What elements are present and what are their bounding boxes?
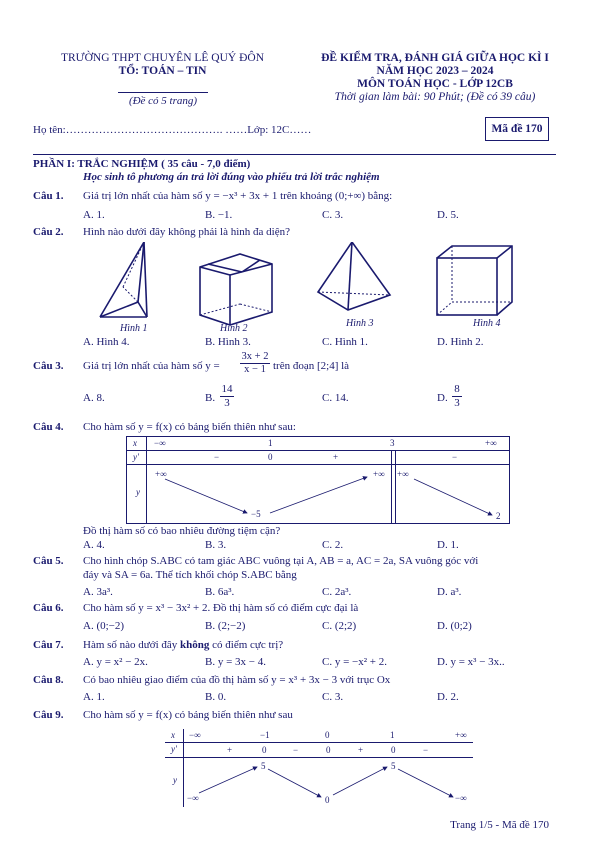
school-name: TRƯỜNG THPT CHUYÊN LÊ QUÝ ĐÔN	[60, 52, 265, 64]
student-info-line: Họ tên:……………………………………. ……Lớp: 12C……	[33, 124, 312, 136]
q4-y-v5: 2	[496, 511, 501, 521]
subject-line: MÔN TOÁN HỌC - LỚP 12CB	[357, 78, 513, 90]
q5-line2: đáy và SA = 6a. Thể tích khối chóp S.ABC bằng	[83, 569, 297, 581]
q1-text: Giá trị lớn nhất của hàm số y = −x³ + 3x + 1 trên khoảng (0;+∞) bằng:	[83, 190, 393, 202]
page-footer: Trang 1/5 - Mã đề 170	[450, 819, 549, 831]
q9-x-m1: −1	[260, 730, 270, 740]
q2-figure-4-label: Hình 4	[473, 318, 501, 329]
part1-instruction: Học sinh tô phương án trả lời đúng vào phiếu trả lời trắc nghiệm	[83, 171, 380, 183]
q3-text-post: trên đoạn [2;4] là	[273, 360, 350, 372]
department-name: TỔ: TOÁN – TIN	[118, 65, 207, 77]
q9-y-minf: −∞	[187, 793, 199, 803]
q3-d-num: 8	[452, 383, 462, 397]
part1-title: PHẦN I: TRẮC NGHIỆM ( 35 câu - 7,0 điểm)	[33, 158, 251, 170]
q3-option-b-label: B.	[205, 392, 216, 404]
q4-y-v1: +∞	[155, 469, 167, 479]
q4-y-v4: +∞	[397, 469, 409, 479]
q4-yp-label: y'	[133, 452, 139, 462]
q9-y-5a: 5	[261, 761, 266, 771]
q3-option-d-frac	[452, 383, 462, 410]
q7-text-post: có điểm cực trị?	[212, 639, 284, 651]
exam-header	[300, 52, 570, 104]
q9-x-1: 1	[390, 730, 395, 740]
q2-label: Câu 2.	[33, 226, 64, 238]
q9-y-minf2: −∞	[455, 793, 467, 803]
q4-x-pinf: +∞	[485, 438, 497, 448]
q8-option-c: C. 3.	[322, 691, 344, 703]
q4-text: Cho hàm số y = f(x) có bảng biến thiên như sau:	[83, 421, 296, 433]
q5-option-c: C. 2a³.	[322, 586, 352, 598]
q8-text: Có bao nhiêu giao điểm của đồ thị hàm số y = x³ + 3x − 3 với trục Ox	[83, 674, 391, 686]
q2-option-b: B. Hình 3.	[205, 336, 251, 348]
figure-1-pyramid	[100, 242, 147, 317]
q4-x-label: x	[133, 438, 137, 448]
q3-option-a: A. 8.	[83, 392, 105, 404]
q7-option-a: A. y = x² − 2x.	[83, 656, 148, 668]
q8-option-b: B. 0.	[205, 691, 227, 703]
q9-label: Câu 9.	[33, 709, 64, 721]
q4-question: Đồ thị hàm số có bao nhiêu đường tiệm cận?	[83, 525, 281, 537]
q7-option-b: B. y = 3x − 4.	[205, 656, 266, 668]
q3-d-den: 3	[454, 397, 460, 409]
q6-option-a: A. (0;−2)	[83, 620, 125, 632]
q4-yp-sign2: +	[333, 452, 339, 462]
q7-text-bold: không	[180, 639, 210, 651]
q4-option-b: B. 3.	[205, 539, 227, 551]
q9-yp-p1: +	[227, 745, 233, 755]
q2-figure-1-label: Hình 1	[120, 323, 148, 334]
section-divider	[33, 154, 556, 155]
q6-label: Câu 6.	[33, 602, 64, 614]
q7-label: Câu 7.	[33, 639, 64, 651]
q3-label: Câu 3.	[33, 360, 64, 372]
q5-option-d: D. a³.	[437, 586, 462, 598]
q7-option-d: D. y = x³ − 3x..	[437, 656, 505, 668]
q9-yp-z2: 0	[326, 745, 331, 755]
q2-option-a: A. Hình 4.	[83, 336, 130, 348]
figure-4-cube	[437, 246, 512, 315]
q4-yp-sign1: −	[214, 452, 220, 462]
q4-option-a: A. 4.	[83, 539, 105, 551]
exam-title: ĐỀ KIỂM TRA, ĐÁNH GIÁ GIỮA HỌC KÌ I	[321, 52, 549, 64]
exam-code-box: Mã đề 170	[485, 117, 549, 141]
q5-option-b: B. 6a³.	[205, 586, 235, 598]
q4-arrows	[127, 437, 509, 523]
q9-yp-m1: −	[293, 745, 299, 755]
q1-option-d: D. 5.	[437, 209, 459, 221]
q1-label: Câu 1.	[33, 190, 64, 202]
q7-text-pre: Hàm số nào dưới đây	[83, 639, 178, 651]
q8-label: Câu 8.	[33, 674, 64, 686]
q4-option-c: C. 2.	[322, 539, 344, 551]
q4-x-minf: −∞	[154, 438, 166, 448]
q9-text: Cho hàm số y = f(x) có bảng biến thiên như sau	[83, 709, 293, 721]
q9-yp-m2: −	[423, 745, 429, 755]
school-year: NĂM HỌC 2023 – 2024	[376, 65, 494, 77]
q6-option-d: D. (0;2)	[437, 620, 472, 632]
q4-y-v3: +∞	[373, 469, 385, 479]
q9-yp-z3: 0	[391, 745, 396, 755]
q3-b-num: 14	[221, 383, 233, 395]
q4-option-d: D. 1.	[437, 539, 459, 551]
figure-3-tetra	[318, 242, 390, 310]
q9-x-label: x	[171, 730, 175, 740]
figure-2-prism	[200, 254, 272, 325]
q4-y-label: y	[136, 487, 140, 497]
q4-y-v2: −5	[251, 509, 261, 519]
q5-label: Câu 5.	[33, 555, 64, 567]
school-header	[50, 52, 275, 78]
q9-x-pinf: +∞	[455, 730, 467, 740]
q3-option-d-label: D.	[437, 392, 448, 404]
q3-text-pre: Giá trị lớn nhất của hàm số y =	[83, 360, 220, 372]
q1-option-a: A. 1.	[83, 209, 105, 221]
q9-yp-p2: +	[358, 745, 364, 755]
q4-variation-table	[126, 436, 510, 524]
q2-figure-3-label: Hình 3	[346, 318, 374, 329]
q3-b-den: 3	[224, 397, 230, 409]
q4-yp-sign3: −	[452, 452, 458, 462]
q2-figure-2-label: Hình 2	[220, 323, 248, 334]
q7-option-c: C. y = −x² + 2.	[322, 656, 387, 668]
q9-yp-z1: 0	[262, 745, 267, 755]
q6-text: Cho hàm số y = x³ − 3x² + 2. Đồ thị hàm số có điểm cực đại là	[83, 602, 359, 614]
q6-option-b: B. (2;−2)	[205, 620, 246, 632]
q9-yp-label: y'	[171, 744, 177, 754]
q2-text: Hình nào dưới đây không phải là hình đa diện?	[83, 226, 290, 238]
q4-label: Câu 4.	[33, 421, 64, 433]
q4-x-3: 3	[390, 438, 395, 448]
q6-option-c: C. (2;2)	[322, 620, 357, 632]
pages-note: (Đề có 5 trang)	[128, 95, 198, 107]
q2-option-c: C. Hình 1.	[322, 336, 368, 348]
q5-line1: Cho hình chóp S.ABC có tam giác ABC vuông tại A, AB = a, AC = 2a, SA vuông góc với	[83, 555, 479, 567]
q2-option-d: D. Hình 2.	[437, 336, 484, 348]
q3-option-c: C. 14.	[322, 392, 349, 404]
q3-frac-num: 3x + 2	[241, 351, 269, 362]
time-note: Thời gian làm bài: 90 Phút; (Đề có 39 câu)	[334, 91, 536, 103]
q3-option-b-frac	[220, 383, 234, 410]
q9-x-minf: −∞	[189, 730, 201, 740]
q7-text	[83, 639, 283, 651]
q1-option-c: C. 3.	[322, 209, 344, 221]
q3-frac-den: x − 1	[244, 364, 266, 375]
q4-yp-zero: 0	[268, 452, 273, 462]
q9-y-5b: 5	[391, 761, 396, 771]
q9-y-0: 0	[325, 795, 330, 805]
q1-option-b: B. −1.	[205, 209, 233, 221]
q4-x-1: 1	[268, 438, 273, 448]
q9-variation-table	[165, 729, 473, 807]
q9-y-label: y	[173, 775, 177, 785]
q9-x-0: 0	[325, 730, 330, 740]
header-divider	[118, 92, 208, 93]
q5-option-a: A. 3a³.	[83, 586, 113, 598]
q8-option-a: A. 1.	[83, 691, 105, 703]
q3-fraction	[240, 351, 270, 376]
q9-arrows	[165, 729, 473, 807]
q8-option-d: D. 2.	[437, 691, 459, 703]
